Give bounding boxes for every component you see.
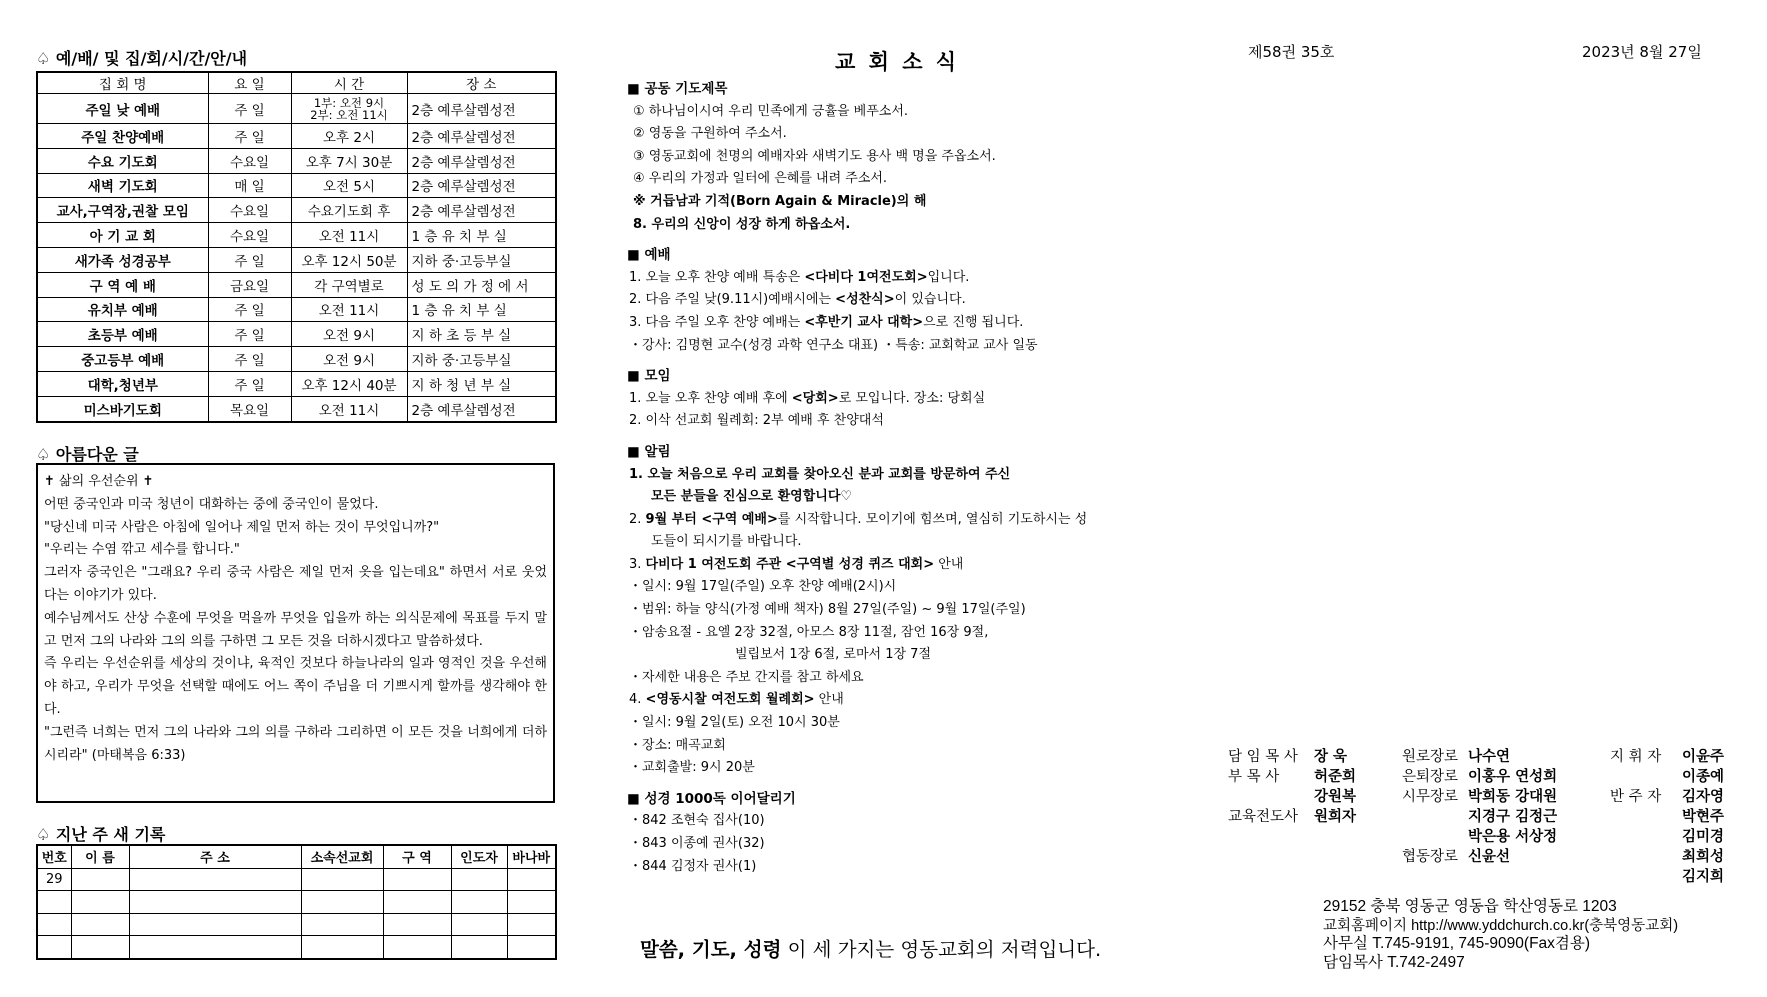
staff-row: [1228, 747, 1356, 767]
staff-name: 박희동 강대원: [1468, 789, 1558, 805]
prayer-item: ④ 우리의 가정과 일터에 은혜를 내려 주소서.: [633, 171, 888, 187]
staff-name: 박은용 서상정: [1468, 829, 1558, 845]
schedule-row: [37, 198, 556, 223]
meeting-time: 오후 2시: [291, 124, 407, 149]
meeting-name: 새가족 성경공부: [37, 247, 208, 272]
meeting-place: 2층 예루살렘성전: [407, 396, 556, 421]
essay-paragraph: 그러자 중국인은 "그래요? 우리 중국 사람은 제일 먼저 옷을 입는데요" 하면서 서로 웃었다는 이야기가 있다.: [44, 565, 547, 603]
staff-role: 시무장로: [1402, 789, 1459, 805]
meeting-time-line: 1부: 오전 9시: [313, 95, 385, 110]
notice-item-cont: 도들이 되시기를 바랍니다.: [651, 534, 802, 550]
meeting-day: 주 일: [208, 371, 291, 396]
meeting-name: 수요 기도회: [37, 148, 208, 173]
staff-row: [1402, 787, 1557, 807]
church-address: 29152 충북 영동군 영동읍 학산영동로 1203: [1323, 898, 1617, 915]
staff-row: [1228, 767, 1356, 787]
staff-name: 지경구 김정근: [1468, 809, 1558, 825]
staff-name: 최희성: [1682, 849, 1725, 865]
prayer-item: ① 하나님이시여 우리 민족에게 긍휼을 베푸소서.: [633, 103, 909, 119]
visitor-cell: [451, 913, 507, 936]
visitor-cell: [129, 936, 301, 959]
visitor-cell: [451, 868, 507, 891]
schedule-row: [37, 371, 556, 396]
meeting-place: 성 도 의 가 정 에 서: [407, 272, 556, 297]
visitor-cell: [451, 936, 507, 959]
staff-role: 반 주 자: [1610, 789, 1662, 805]
meeting-time: 각 구역별로: [291, 272, 407, 297]
worship-detail: ・강사: 김명현 교수(성경 과학 연구소 대표) ・특송: 교회학교 교사 일동: [629, 337, 1038, 353]
staff-name: 원희자: [1314, 809, 1357, 825]
essay-paragraph: 즉 우리는 우선순위를 세상의 것이냐, 육적인 것보다 하늘나라의 일과 영적인 것을 우선해야 하고, 우리가 무엇을 선택할 때에도 어느 쪽이 주님을 더 기쁘시게 할까를 생각해야 한다.: [44, 656, 547, 717]
meeting-item: 2. 이삭 선교회 월례회: 2부 예배 후 찬양대석: [629, 413, 884, 429]
visitor-row: [37, 868, 556, 891]
schedule-title: ♤ 예/배/ 및 집/회/시/간/안/내: [36, 49, 248, 68]
issue-date: 2023년 8월 27일: [1582, 43, 1702, 61]
schedule-row: [37, 322, 556, 347]
notice-detail: ・암송요절 - 요엘 2장 32절, 아모스 8장 11절, 잠언 16장 9절,: [629, 624, 989, 640]
staff-name: 이종예: [1682, 769, 1725, 785]
column-header: 소속선교회: [301, 845, 383, 868]
schedule-row: [37, 94, 556, 124]
meeting-item: 1. 오늘 오후 찬양 예배 후에 <당회>로 모입니다. 장소: 당회실: [629, 390, 986, 406]
meeting-day: 수요일: [208, 198, 291, 223]
meeting-place: 지 하 청 년 부 실: [407, 371, 556, 396]
bible-reading-item: ・843 이종예 권사(32): [629, 836, 765, 851]
essay-box: [36, 463, 555, 803]
visitor-cell: [301, 936, 383, 959]
worship-item: 3. 다음 주일 오후 찬양 예배는 <후반기 교사 대학>으로 진행 됩니다.: [629, 314, 1024, 330]
notice-detail: ・교회출발: 9시 20분: [629, 760, 755, 776]
visitor-cell: [507, 891, 556, 914]
staff-name: 박현주: [1682, 809, 1725, 825]
staff-col-3: [1610, 747, 1724, 887]
meeting-time: 오전 9시: [291, 322, 407, 347]
bible-reading-list: [627, 810, 1087, 878]
staff-name: 김미경: [1682, 829, 1725, 845]
prayer-heading: ■ 공동 기도제목: [627, 81, 728, 97]
church-slogan: [640, 934, 1101, 962]
meeting-name: 구 역 예 배: [37, 272, 208, 297]
notice-detail-cont: 빌립보서 1장 6절, 로마서 1장 7절: [735, 647, 932, 663]
visitor-cell: [383, 936, 451, 959]
staff-name: 신윤선: [1468, 849, 1511, 865]
meeting-place: 지 하 초 등 부 실: [407, 322, 556, 347]
meeting-time: 오후 7시 30분: [291, 148, 407, 173]
prayer-item: ② 영동을 구원하여 주소서.: [633, 126, 787, 142]
staff-name: 강원복: [1314, 789, 1357, 805]
notice-detail: ・일시: 9월 2일(토) 오전 10시 30분: [629, 715, 840, 731]
meeting-name: 주일 낮 예배: [37, 94, 208, 124]
schedule-row: [37, 347, 556, 372]
meeting-place: 1 층 유 치 부 실: [407, 223, 556, 248]
meeting-day: 목요일: [208, 396, 291, 421]
notice-item-cont: 모든 분들을 진심으로 환영합니다♡: [651, 489, 853, 505]
staff-row: [1610, 847, 1724, 867]
schedule-header-row: [37, 72, 556, 94]
meeting-place: 2층 예루살렘성전: [407, 148, 556, 173]
news-column: [627, 78, 1087, 878]
meeting-list: [627, 388, 1087, 433]
staff-name: 허준희: [1314, 769, 1357, 785]
staff-role: 협동장로: [1402, 849, 1459, 865]
column-header: 바나바: [507, 845, 556, 868]
meeting-name: 중고등부 예배: [37, 347, 208, 372]
staff-role: 지 휘 자: [1610, 749, 1662, 765]
worship-list: [627, 267, 1087, 357]
visitor-cell: 29: [37, 868, 71, 891]
visitor-cell: [71, 891, 129, 914]
visitor-row: [37, 891, 556, 914]
staff-name: 장 욱: [1314, 749, 1348, 765]
schedule-row: [37, 148, 556, 173]
visitors-table: [36, 844, 557, 960]
meeting-place: 지하 중·고등부실: [407, 247, 556, 272]
staff-role: 원로장로: [1402, 749, 1459, 765]
schedule-row: [37, 173, 556, 198]
meeting-day: 수요일: [208, 223, 291, 248]
visitor-row: [37, 936, 556, 959]
meeting-place: 2층 예루살렘성전: [407, 173, 556, 198]
staff-row: [1402, 827, 1557, 847]
visitors-header-row: [37, 845, 556, 868]
visitor-cell: [37, 891, 71, 914]
meeting-day: 주 일: [208, 322, 291, 347]
visitor-cell: [507, 913, 556, 936]
staff-col-2: [1402, 747, 1557, 867]
staff-name: 이윤주: [1682, 749, 1725, 765]
visitors-title: ♤ 지난 주 새 기록: [36, 825, 166, 844]
visitor-cell: [383, 868, 451, 891]
visitor-cell: [37, 936, 71, 959]
visitor-cell: [71, 913, 129, 936]
pastor-phone: 담임목사 T.742-2497: [1323, 953, 1465, 971]
meeting-place: 지하 중·고등부실: [407, 347, 556, 372]
staff-role: [1402, 827, 1468, 847]
staff-name: 이홍우 연성희: [1468, 769, 1558, 785]
visitor-cell: [71, 868, 129, 891]
essay-heading: ✝ 삶의 우선순위 ✝: [44, 474, 154, 489]
meeting-day: 금요일: [208, 272, 291, 297]
slogan-emphasis: 말씀, 기도, 성령: [640, 938, 782, 961]
staff-role: [1610, 767, 1682, 787]
meeting-name: 초등부 예배: [37, 322, 208, 347]
meeting-name: 주일 찬양예배: [37, 124, 208, 149]
essay-paragraph: "우리는 수염 깎고 세수를 합니다.": [44, 542, 240, 558]
staff-role: [1610, 807, 1682, 827]
meeting-name: 대학,청년부: [37, 371, 208, 396]
contact-block: [1323, 898, 1678, 972]
column-header: 집 회 명: [37, 72, 208, 94]
notice-list: [627, 464, 1087, 780]
column-header: 요 일: [208, 72, 291, 94]
column-header: 장 소: [407, 72, 556, 94]
schedule-row: [37, 223, 556, 248]
worship-item: 1. 오늘 오후 찬양 예배 특송은 <다비다 1여전도회>입니다.: [629, 269, 970, 285]
staff-role: [1228, 787, 1314, 807]
meeting-name: 아 기 교 회: [37, 223, 208, 248]
meeting-name: 유치부 예배: [37, 297, 208, 322]
staff-row: [1610, 807, 1724, 827]
staff-role: [1402, 807, 1468, 827]
staff-role: 부 목 사: [1228, 769, 1280, 785]
notice-detail: ・장소: 매곡교회: [629, 737, 726, 753]
visitor-cell: [383, 891, 451, 914]
column-header: 이 름: [71, 845, 129, 868]
column-header: 구 역: [383, 845, 451, 868]
staff-row: [1610, 827, 1724, 847]
schedule-table: [36, 71, 557, 423]
meeting-place: 1 층 유 치 부 실: [407, 297, 556, 322]
year-theme: ※ 거듭남과 기적(Born Again & Miracle)의 해: [633, 193, 927, 209]
column-header: 시 간: [291, 72, 407, 94]
meeting-day: 주 일: [208, 247, 291, 272]
staff-role: [1610, 847, 1682, 867]
staff-role: 담 임 목 사: [1228, 749, 1298, 765]
schedule-row: [37, 396, 556, 421]
meeting-time: 오전 11시: [291, 396, 407, 421]
meeting-day: 주 일: [208, 94, 291, 124]
bible-reading-item: ・842 조현숙 집사(10): [629, 813, 765, 829]
staff-role: 은퇴장로: [1402, 769, 1459, 785]
staff-name: 나수연: [1468, 749, 1511, 765]
meeting-place: 2층 예루살렘성전: [407, 94, 556, 124]
essay-quote: "그런즉 너희는 먼저 그의 나라와 그의 의를 구하라 그리하면 이 모든 것을 너희에게 더하시리라" (마태복음 6:33): [44, 724, 547, 763]
page-title: 교 회 소 식: [835, 50, 960, 74]
bible-reading-item: ・844 김정자 권사(1): [629, 858, 757, 874]
staff-row: [1402, 807, 1557, 827]
notice-detail: ・일시: 9월 17일(주일) 오후 찬양 예배(2시)시: [629, 579, 897, 595]
staff-row: [1402, 847, 1557, 867]
meeting-time-line: 2부: 오전 11시: [310, 107, 388, 122]
notice-detail: ・범위: 하늘 양식(가정 예배 책자) 8월 27일(주일) ~ 9월 17일(주일): [629, 602, 1026, 618]
visitor-cell: [301, 868, 383, 891]
visitor-row: [37, 913, 556, 936]
volume-number: 제58권 35호: [1248, 43, 1335, 61]
essay-paragraph: 예수님께서도 산상 수훈에 무엇을 먹을까 무엇을 입을까 하는 의식문제에 목표를 두지 말고 먼저 그의 나라와 그의 의를 구하면 그 모든 것을 더하시겠다고 말씀하셨다.: [44, 610, 547, 649]
office-phone: 사무실 T.745-9191, 745-9090(Fax겸용): [1323, 935, 1591, 952]
staff-row: [1402, 747, 1557, 767]
visitor-cell: [301, 913, 383, 936]
column-header: 인도자: [451, 845, 507, 868]
bible-reading-heading: ■ 성경 1000독 이어달리기: [627, 790, 796, 807]
visitor-cell: [129, 891, 301, 914]
meeting-time: 오전 11시: [291, 297, 407, 322]
meeting-day: 매 일: [208, 173, 291, 198]
meeting-time: 오전 11시: [291, 223, 407, 248]
meeting-time: 오후 12시 40분: [291, 371, 407, 396]
staff-role: [1610, 827, 1682, 847]
notice-item: 2. 9월 부터 <구역 예배>를 시작합니다. 모이기에 힘쓰며, 열심히 기도하시는 성: [629, 511, 1088, 527]
column-header: 번호: [37, 845, 71, 868]
visitor-cell: [37, 913, 71, 936]
schedule-row: [37, 247, 556, 272]
meeting-day: 수요일: [208, 148, 291, 173]
worship-item: 2. 다음 주일 낮(9.11시)예배시에는 <성찬식>이 있습니다.: [629, 292, 966, 308]
notice-item: 4. <영동시찰 여전도회 월례회> 안내: [629, 692, 844, 708]
staff-name: 김자영: [1682, 789, 1725, 805]
staff-col-1: [1228, 747, 1356, 827]
visitor-cell: [129, 913, 301, 936]
staff-row: [1610, 767, 1724, 787]
schedule-row: [37, 297, 556, 322]
meeting-name: 교사,구역장,권찰 모임: [37, 198, 208, 223]
staff-row: [1402, 767, 1557, 787]
meeting-place: 2층 예루살렘성전: [407, 198, 556, 223]
slogan-text: 이 세 가지는 영동교회의 저력입니다.: [781, 938, 1102, 961]
meeting-day: 주 일: [208, 297, 291, 322]
notice-item: 3. 다비다 1 여전도회 주관 <구역별 성경 퀴즈 대회> 안내: [629, 556, 964, 572]
staff-row: [1228, 807, 1356, 827]
visitor-cell: [383, 913, 451, 936]
meeting-time: 오전 9시: [291, 347, 407, 372]
meeting-time: 오후 12시 50분: [291, 247, 407, 272]
essay-title: ♤ 아름다운 글: [36, 445, 139, 464]
meeting-heading: ■ 모임: [627, 368, 671, 385]
staff-row: [1610, 747, 1724, 767]
worship-heading: ■ 예배: [627, 247, 671, 264]
visitor-cell: [507, 936, 556, 959]
staff-row: [1610, 787, 1724, 807]
meeting-time: 오전 5시: [291, 173, 407, 198]
visitor-cell: [451, 891, 507, 914]
staff-role: 교육전도사: [1228, 809, 1299, 825]
meeting-place: 2층 예루살렘성전: [407, 124, 556, 149]
staff-role: [1610, 867, 1682, 887]
prayer-item: 8. 우리의 신앙이 성장 하게 하옵소서.: [633, 216, 851, 232]
notice-heading: ■ 알림: [627, 443, 671, 460]
essay-paragraph: "당신네 미국 사람은 아침에 일어나 제일 먼저 하는 것이 무엇입니까?": [44, 519, 440, 535]
meeting-time: 수요기도회 후: [291, 198, 407, 223]
meeting-day: 주 일: [208, 347, 291, 372]
meeting-time: [291, 94, 407, 124]
visitor-cell: [301, 891, 383, 914]
meeting-day: 주 일: [208, 124, 291, 149]
visitor-cell: [71, 936, 129, 959]
homepage-link[interactable]: 교회홈페이지 http://www.yddchurch.co.kr(충북영동교회): [1323, 917, 1679, 934]
visitor-cell: [129, 868, 301, 891]
essay-paragraph: 어떤 중국인과 미국 청년이 대화하는 중에 중국인이 물었다.: [44, 496, 379, 512]
meeting-name: 새벽 기도회: [37, 173, 208, 198]
staff-row: [1228, 787, 1356, 807]
schedule-row: [37, 272, 556, 297]
prayer-list: [627, 101, 1087, 237]
meeting-name: 미스바기도회: [37, 396, 208, 421]
staff-name: 김지희: [1682, 869, 1725, 885]
prayer-item: ③ 영동교회에 천명의 예배자와 새벽기도 용사 백 명을 주옵소서.: [633, 148, 996, 164]
visitor-cell: [507, 868, 556, 891]
notice-detail: ・자세한 내용은 주보 간지를 참고 하세요: [629, 669, 864, 685]
staff-row: [1610, 867, 1724, 887]
schedule-row: [37, 124, 556, 149]
notice-item: 1. 오늘 처음으로 우리 교회를 찾아오신 분과 교회를 방문하여 주신: [629, 466, 1011, 482]
column-header: 주 소: [129, 845, 301, 868]
